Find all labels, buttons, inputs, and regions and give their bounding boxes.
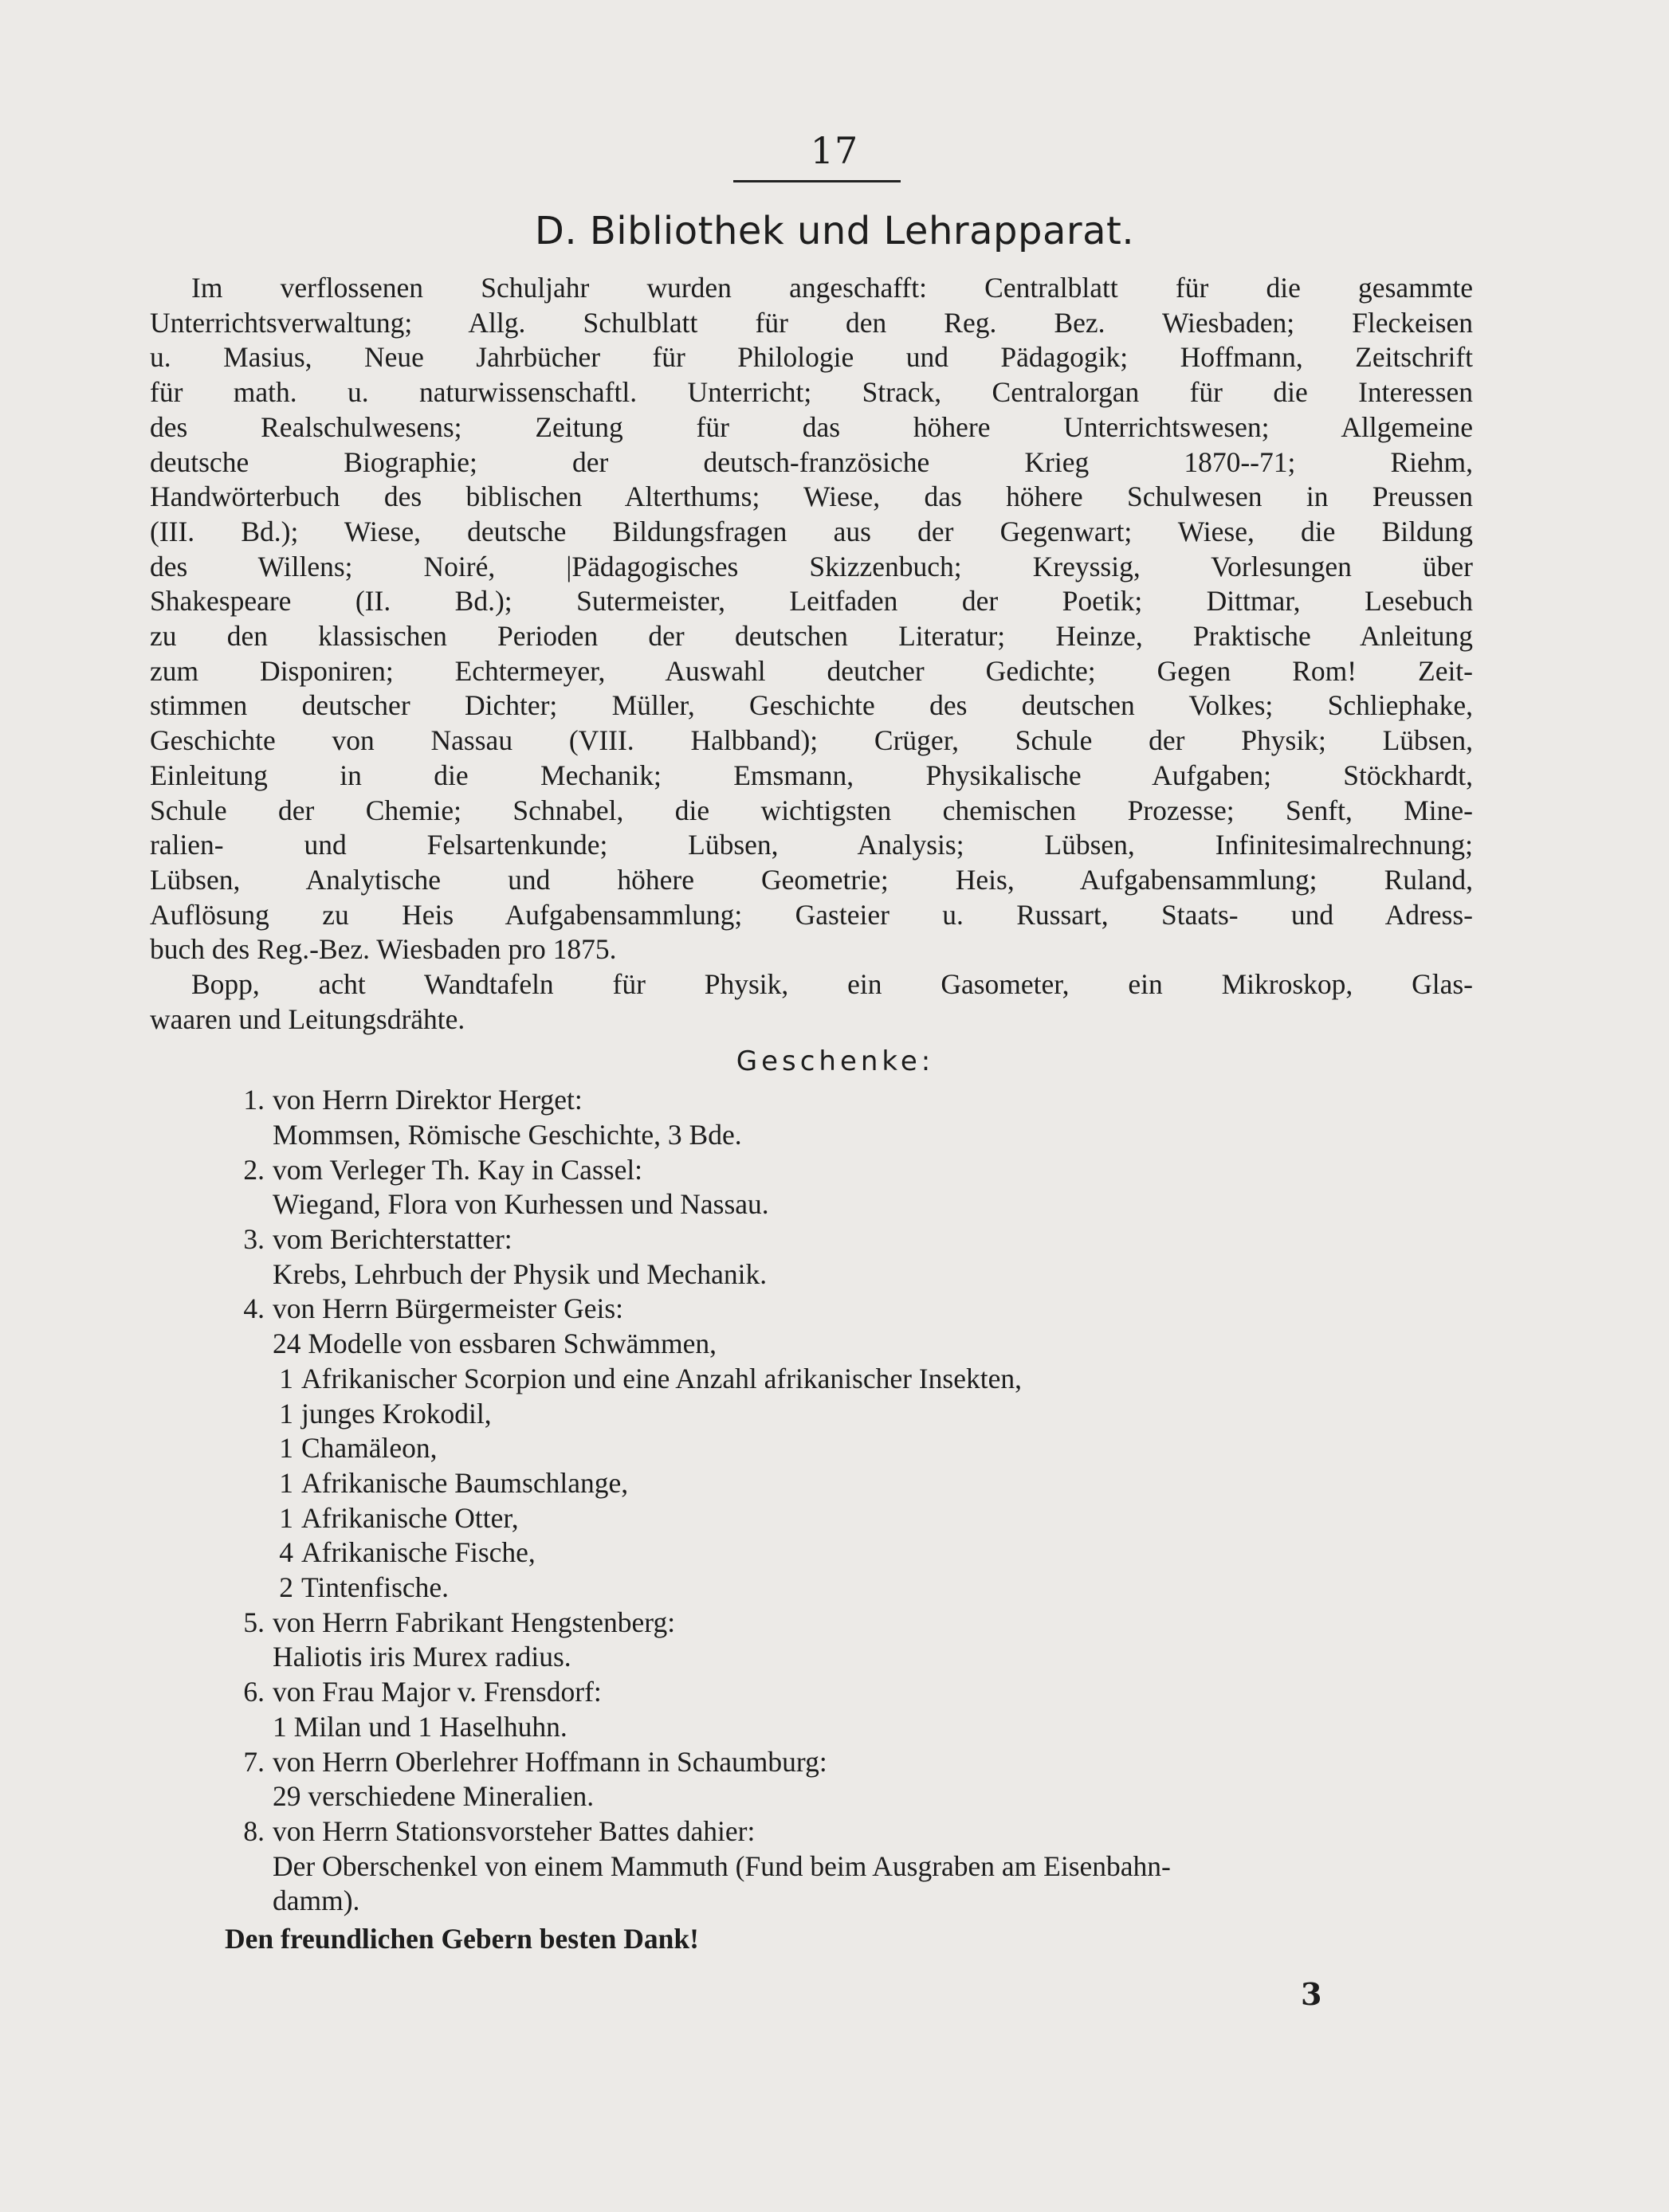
text-line: Einleitung in die Mechanik; Emsmann, Physikalische Aufgaben; Stöckhardt, xyxy=(150,759,1473,791)
gift-entry xyxy=(230,1292,1473,1605)
gift-entry xyxy=(230,1222,1473,1292)
gift-number: 5. xyxy=(243,1606,265,1638)
gift-item: 1 Afrikanischer Scorpion und eine Anzahl afrikanischer Insekten, xyxy=(279,1362,1022,1394)
title-rule xyxy=(733,180,901,182)
gift-number: 8. xyxy=(243,1814,265,1847)
text-line: Auflösung zu Heis Aufgabensammlung; Gasteier u. Russart, Staats- und Adress- xyxy=(150,898,1473,931)
gift-number: 3. xyxy=(243,1222,265,1255)
text-line: buch des Reg.-Bez. Wiesbaden pro 1875. xyxy=(150,933,617,966)
gift-donor: vom Berichterstatter: xyxy=(273,1222,512,1255)
text-line: des Realschulwesens; Zeitung für das höhere Unterrichtswesen; Allgemeine xyxy=(150,410,1473,443)
gift-donor: von Herrn Stationsvorsteher Battes dahier: xyxy=(273,1814,756,1847)
closing-line: Den freundlichen Gebern besten Dank! xyxy=(225,1923,699,1955)
acquisitions-paragraph xyxy=(150,271,1473,967)
gift-item: 1 Afrikanische Baumschlange, xyxy=(279,1466,629,1499)
gift-donor: von Herrn Direktor Herget: xyxy=(273,1084,583,1116)
text-line: ralien- und Felsartenkunde; Lübsen, Analysis; Lübsen, Infinitesimalrechnung; xyxy=(150,829,1473,861)
text-line: stimmen deutscher Dichter; Müller, Geschichte des deutschen Volkes; Schliephake, xyxy=(150,689,1473,722)
gift-number: 4. xyxy=(243,1292,265,1325)
gift-entry xyxy=(230,1814,1473,1919)
gift-entry xyxy=(230,1083,1473,1152)
gifts-heading: Geschenke: xyxy=(736,1045,935,1078)
text-line: Lübsen, Analytische und höhere Geometrie; Heis, Aufgabensammlung; Ruland, xyxy=(150,863,1473,896)
gift-donor: von Herrn Fabrikant Hengstenberg: xyxy=(273,1606,676,1638)
text-line: zu den klassischen Perioden der deutschen Literatur; Heinze, Praktische Anleitung xyxy=(150,620,1473,653)
gift-item: 1 Chamäleon, xyxy=(279,1432,438,1465)
gift-number: 6. xyxy=(243,1676,265,1708)
gift-donor: vom Verleger Th. Kay in Cassel: xyxy=(273,1153,643,1186)
text-line: zum Disponiren; Echtermeyer, Auswahl deutcher Gedichte; Gegen Rom! Zeit- xyxy=(150,654,1473,687)
signature-mark: 3 xyxy=(1301,1976,1322,2012)
text-line: Bopp, acht Wandtafeln für Physik, ein Gasometer, ein Mikroskop, Glas- xyxy=(191,968,1473,1001)
gift-entry xyxy=(230,1675,1473,1744)
document-body xyxy=(150,271,1473,1957)
text-line: Shakespeare (II. Bd.); Sutermeister, Leitfaden der Poetik; Dittmar, Lesebuch xyxy=(150,585,1473,618)
gift-item: 2 Tintenfische. xyxy=(279,1571,450,1604)
gift-number: 7. xyxy=(243,1745,265,1778)
section-heading: D. Bibliothek und Lehrapparat. xyxy=(534,209,1135,253)
gift-entry xyxy=(230,1606,1473,1675)
text-line: des Willens; Noiré, |Pädagogisches Skizzenbuch; Kreyssig, Vorlesungen über xyxy=(150,550,1473,582)
text-line: deutsche Biographie; der deutsch-französiche Krieg 1870--71; Riehm, xyxy=(150,445,1473,478)
text-line: Unterrichtsverwaltung; Allg. Schulblatt für den Reg. Bez. Wiesbaden; Fleckeisen xyxy=(150,306,1473,339)
gift-number: 1. xyxy=(243,1084,265,1116)
gift-description: Wiegand, Flora von Kurhessen und Nassau. xyxy=(273,1188,769,1221)
gift-description: damm). xyxy=(273,1885,360,1917)
text-line: Handwörterbuch des biblischen Alterthums; Wiese, das höhere Schulwesen in Preussen xyxy=(150,480,1473,513)
gift-item: 4 Afrikanische Fische, xyxy=(279,1536,536,1569)
text-line: u. Masius, Neue Jahrbücher für Philologie und Pädagogik; Hoffmann, Zeitschrift xyxy=(150,341,1473,374)
gift-entry xyxy=(230,1745,1473,1814)
gift-donor: von Herrn Bürgermeister Geis: xyxy=(273,1292,624,1325)
gifts-list xyxy=(150,1083,1473,1919)
gift-description: 24 Modelle von essbaren Schwämmen, xyxy=(273,1328,717,1360)
text-line: (III. Bd.); Wiese, deutsche Bildungsfragen aus der Gegenwart; Wiese, die Bildung xyxy=(150,515,1473,547)
gift-entry xyxy=(230,1153,1473,1222)
text-line: waaren und Leitungsdrähte. xyxy=(150,1002,465,1035)
gift-donor: von Frau Major v. Frensdorf: xyxy=(273,1676,602,1708)
gift-description: 1 Milan und 1 Haselhuhn. xyxy=(273,1710,567,1743)
text-line: Im verflossenen Schuljahr wurden angeschafft: Centralblatt für die gesammte xyxy=(191,272,1473,304)
text-line: Schule der Chemie; Schnabel, die wichtigsten chemischen Prozesse; Senft, Mine- xyxy=(150,794,1473,826)
gift-donor: von Herrn Oberlehrer Hoffmann in Schaumburg: xyxy=(273,1745,827,1778)
text-line: für math. u. naturwissenschaftl. Unterricht; Strack, Centralorgan für die Interessen xyxy=(150,376,1473,409)
gift-item: 1 junges Krokodil, xyxy=(279,1397,492,1430)
gift-description: Der Oberschenkel von einem Mammuth (Fund beim Ausgraben am Eisenbahn- xyxy=(273,1849,1171,1882)
page-number: 17 xyxy=(810,129,859,172)
gift-description: Mommsen, Römische Geschichte, 3 Bde. xyxy=(273,1118,742,1151)
gift-description: 29 verschiedene Mineralien. xyxy=(273,1780,595,1813)
gift-item: 1 Afrikanische Otter, xyxy=(279,1501,519,1534)
text-line: Geschichte von Nassau (VIII. Halbband); Crüger, Schule der Physik; Lübsen, xyxy=(150,724,1473,757)
gift-description: Krebs, Lehrbuch der Physik und Mechanik. xyxy=(273,1257,768,1290)
gift-description: Haliotis iris Murex radius. xyxy=(273,1641,571,1673)
apparatus-paragraph xyxy=(150,967,1473,1037)
gift-number: 2. xyxy=(243,1153,265,1186)
